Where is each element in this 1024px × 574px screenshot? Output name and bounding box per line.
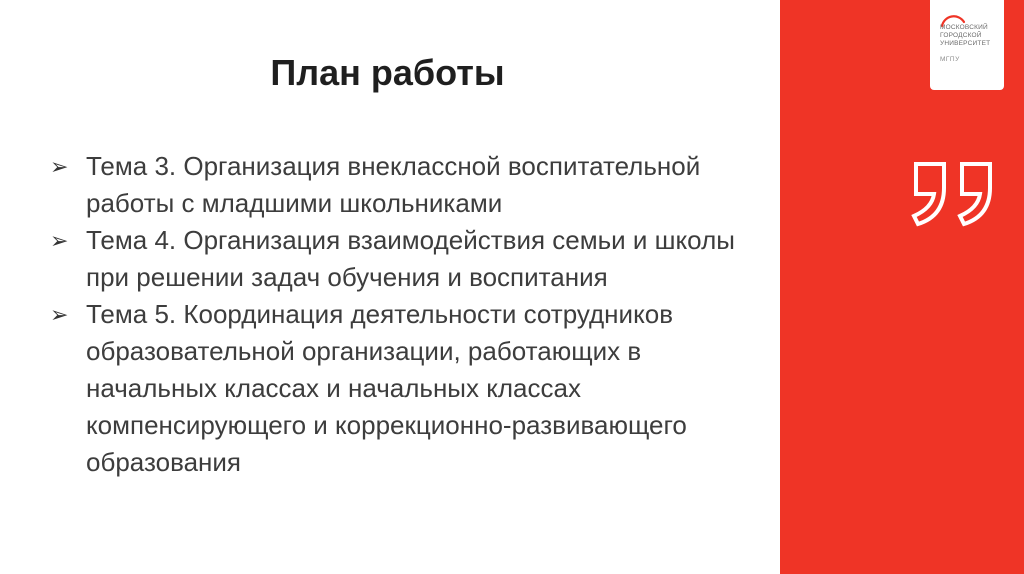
arrowhead-bullet-icon: ➢ bbox=[50, 228, 69, 253]
arrowhead-bullet-icon: ➢ bbox=[50, 154, 69, 179]
topic-text: Тема 3. Организация внеклассной воспитательной работы с младшими школьниками bbox=[86, 151, 701, 218]
topic-text: Тема 4. Организация взаимодействия семьи и школы при решении задач обучения и воспитания bbox=[86, 225, 735, 292]
logo-name: МОСКОВСКИЙ ГОРОДСКОЙ УНИВЕРСИТЕТ bbox=[940, 24, 991, 47]
university-logo bbox=[930, 0, 1004, 90]
arrowhead-bullet-icon: ➢ bbox=[50, 302, 69, 327]
topic-item-4 bbox=[48, 222, 748, 296]
topic-text: Тема 5. Координация деятельности сотрудников образовательной организации, работающих в начальных классах и начальных классах компенсирующего и коррекционно-развивающего образования bbox=[86, 299, 687, 477]
logo-abbr: МГПУ bbox=[940, 56, 960, 63]
topic-item-5 bbox=[48, 296, 748, 481]
topic-item-3 bbox=[48, 148, 748, 222]
closing-quote-icon bbox=[910, 158, 1000, 230]
topic-list bbox=[48, 148, 748, 481]
slide-title: План работы bbox=[270, 52, 505, 93]
